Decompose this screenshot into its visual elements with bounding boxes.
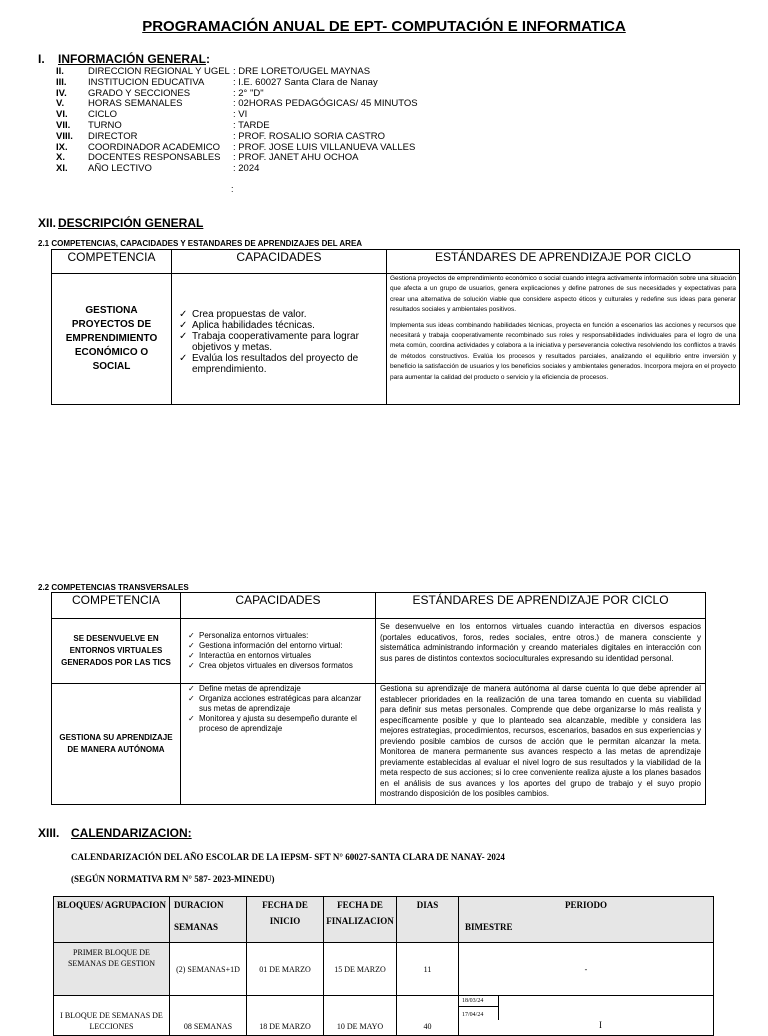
info-label: AÑO LECTIVO <box>88 163 152 175</box>
capacidad-item: ✓ Gestiona información del entorno virtual: <box>185 641 371 651</box>
header-competencia-2: COMPETENCIA <box>52 593 181 619</box>
header-bloques: BLOQUES/ AGRUPACION <box>54 897 170 943</box>
calendar-table <box>53 896 714 1036</box>
calendar-row-lecciones <box>54 996 714 1036</box>
transversal-row-2 <box>52 684 706 805</box>
cell-fin-lecciones: 10 DE MAYO <box>324 996 397 1036</box>
capacidad-item: ✓ Organiza acciones estratégicas para alcanzar sus metas de aprendizaje <box>185 694 371 714</box>
info-value: : 2024 <box>233 163 260 175</box>
info-value: : 2° "D" <box>233 87 264 99</box>
cell-inicio-gestion: 01 DE MARZO <box>247 943 324 996</box>
capacidades-list-tic <box>185 631 371 671</box>
estandar-paragraph-2: Implementa sus ideas combinando habilidades técnicas, proyecta en función a escenarios las acciones y recursos que necesitará y trabaja cooperativamente recombinado sus roles y responsabilidades individuales para el logro de una meta común, coordina actividades y colabora a la iniciativa y perseverancia colectiva resolviendo los conflictos a través de métodos constructivos. Evalúa los procesos y resultados parciales, analizando el equilibrio entre inversión y beneficio la satisfacción de usuarios y los beneficios sociales y ambientales generados. Incorpora mejora en el proyecto para aumentar la calidad del producto o servicio y la eficiencia de procesos. <box>390 321 736 381</box>
info-value: : PROF. JOSE LUIS VILLANUEVA VALLES <box>233 141 416 153</box>
header-capacidades-2: CAPACIDADES <box>181 593 376 619</box>
info-number: XI. <box>56 163 68 175</box>
date-start-2: 17/04/24 <box>459 1007 499 1020</box>
cell-bloque-lecciones: I BLOQUE DE SEMANAS DE LECCIONES <box>54 996 170 1036</box>
header-fecha-inicio: FECHA DE INICIO <box>247 897 324 943</box>
capacidades-list-autonomo <box>185 684 371 734</box>
capacidad-item: ✓ Crea objetos virtuales en diversos formatos <box>185 661 371 671</box>
estandar-text-autonomo: Gestiona su aprendizaje de manera autónoma al darse cuenta lo que debe aprender al establecer prioridades en la realización de una tarea tomando en cuenta su viabilidad para definir sus metas personales. Comprende que debe organizarse lo más realista y específicamente posible y que lo planteado sea alcanzable, medible y considera las mejores estrategias, procedimientos, recursos, escenarios, basados en sus experiencias y previendo posible cambios de cursos de acción que le permitan alcanzar la meta. Monitorea de manera permanente sus avances respecto a las metas de aprendizaje previamente establecidas al evaluar el nivel logro de sus resultados y la viabilidad de la meta respecto de sus acciones; si lo cree conveniente realiza ajuste a los planes basados en el análisis de sus avances y los aportes del grupo de trabajo y el suyo propio mostrando disposición de los posibles cambios. <box>380 684 701 798</box>
competencia-cell-autonomo: GESTIONA SU APRENDIZAJE DE MANERA AUTÓNOMA <box>52 684 181 805</box>
info-label: CICLO <box>88 109 118 121</box>
cell-duracion-lecciones: 08 SEMANAS <box>170 996 247 1036</box>
info-number: IX. <box>56 141 68 153</box>
info-label: GRADO Y SECCIONES <box>88 87 191 99</box>
info-number: II. <box>56 66 64 77</box>
cell-dias-lecciones: 40 <box>397 996 459 1036</box>
info-number: IV. <box>56 87 67 99</box>
header-estandares-2: ESTÁNDARES DE APRENDIZAJE POR CICLO <box>376 593 706 619</box>
info-label: INSTITUCION EDUCATIVA <box>88 76 205 88</box>
cell-dias-gestion: 11 <box>397 943 459 996</box>
competencia-cell: GESTIONA PROYECTOS DE EMPRENDIMIENTO ECONÓMICO O SOCIAL <box>52 274 172 405</box>
header-bimestre-label: BIMESTRE <box>465 922 513 932</box>
competencias-table <box>51 249 740 405</box>
info-label: TURNO <box>88 120 122 131</box>
capacidad-item: ✓ Evalúa los resultados del proyecto de emprendimiento. <box>176 353 382 375</box>
capacidad-item: ✓ Aplica habilidades técnicas. <box>176 320 382 331</box>
subsection-2-2-title: 2.2 COMPETENCIAS TRANSVERSALES <box>38 583 189 592</box>
info-number: X. <box>56 152 65 164</box>
date-start-1: 18/03/24 <box>459 996 499 1007</box>
cell-inicio-lecciones: 18 DE MARZO <box>247 996 324 1036</box>
info-number: VIII. <box>56 130 73 142</box>
header-dias: DIAS <box>397 897 459 943</box>
info-number: VI. <box>56 109 68 121</box>
section-13-number: XIII. <box>38 826 60 840</box>
info-number: V. <box>56 98 65 110</box>
info-label: DOCENTES RESPONSABLES <box>88 152 221 164</box>
cell-bloque-gestion: PRIMER BLOQUE DE SEMANAS DE GESTION <box>54 943 170 996</box>
capacidad-item: ✓ Interactúa en entornos virtuales <box>185 651 371 661</box>
info-label: DIRECCION REGIONAL Y UGEL <box>88 66 230 77</box>
header-estandares: ESTÁNDARES DE APRENDIZAJE POR CICLO <box>387 250 740 274</box>
header-periodo <box>459 897 714 943</box>
header-duracion-bottom: SEMANAS <box>174 922 219 932</box>
cell-periodo-roman: I <box>599 1020 602 1030</box>
subsection-2-1-title: 2.1 COMPETENCIAS, CAPACIDADES Y ESTANDARES DE APRENDIZAJES DEL AREA <box>38 239 363 248</box>
estandar-text-tic: Se desenvuelve en los entornos virtuales cuando interactúa en diversos espacios (portales educativos, foros, redes sociales, entre otros.) de manera consciente y sistemática administrando información y creando materiales digitales en interacción con sus pares de distintos contextos socioculturales expresando su identidad personal. <box>380 622 701 663</box>
calendar-subtitle: (SEGÚN NORMATIVA RM N° 587- 2023-MINEDU) <box>71 874 275 884</box>
cell-duracion-gestion: (2) SEMANAS+1D <box>170 943 247 996</box>
cell-periodo-lecciones <box>459 996 714 1036</box>
cell-periodo-gestion: - <box>459 943 714 996</box>
stray-colon: : <box>231 184 234 194</box>
header-duracion-top: DURACION <box>174 900 224 910</box>
estandar-cell-tic <box>376 619 706 684</box>
capacidad-item: ✓ Define metas de aprendizaje <box>185 684 371 694</box>
capacidad-item: ✓ Crea propuestas de valor. <box>176 309 382 320</box>
transversales-table <box>51 592 706 805</box>
transversal-row-1 <box>52 619 706 684</box>
header-fecha-fin: FECHA DE FINALIZACION <box>324 897 397 943</box>
section-1-heading-text: INFORMACIÓN GENERAL <box>58 52 206 66</box>
info-value: : PROF. JANET AHU OCHOA <box>233 152 359 164</box>
capacidades-cell-autonomo <box>181 684 376 805</box>
section-12-heading: DESCRIPCIÓN GENERAL <box>58 216 204 230</box>
estandares-cell <box>387 274 740 405</box>
calendar-row-gestion <box>54 943 714 996</box>
capacidades-list <box>176 309 382 375</box>
header-competencia: COMPETENCIA <box>52 250 172 274</box>
capacidad-item: ✓ Trabaja cooperativamente para lograr objetivos y metas. <box>176 331 382 353</box>
capacidad-item: ✓ Personaliza entornos virtuales: <box>185 631 371 641</box>
capacidades-cell-tic <box>181 619 376 684</box>
competencia-cell-tic: SE DESENVUELVE EN ENTORNOS VIRTUALES GENERADOS POR LAS TICS <box>52 619 181 684</box>
header-capacidades: CAPACIDADES <box>172 250 387 274</box>
info-label: COORDINADOR ACADEMICO <box>88 141 220 153</box>
info-value: : 02HORAS PEDAGÓGICAS/ 45 MINUTOS <box>233 98 418 110</box>
info-value: : PROF. ROSALIO SORIA CASTRO <box>233 130 386 142</box>
info-label: DIRECTOR <box>88 130 138 142</box>
estandar-paragraph-1: Gestiona proyectos de emprendimiento económico o social cuando integra activamente información sobre una situación que afecta a un grupo de usuarios, genera explicaciones y define patrones de sus necesidades y expectativas para crear una alternativa de solución viable que considere aspecto éticos y culturales y redefine sus ideas para generar resultados sociales y ambientales positivos. <box>390 275 736 314</box>
section-1-colon: : <box>206 52 210 66</box>
section-1-number: I. <box>38 52 45 66</box>
page-title: PROGRAMACIÓN ANUAL DE EPT- COMPUTACIÓN E INFORMATICA <box>142 18 626 35</box>
info-value: : DRE LORETO/UGEL MAYNAS <box>233 66 371 77</box>
section-13-heading: CALENDARIZACION: <box>71 826 192 840</box>
calendar-header-row <box>54 897 714 943</box>
header-periodo-label: PERIODO <box>564 900 607 910</box>
estandar-cell-autonomo <box>376 684 706 805</box>
capacidad-item: ✓ Monitorea y ajusta su desempeño durante el proceso de aprendizaje <box>185 714 371 734</box>
cell-fin-gestion: 15 DE MARZO <box>324 943 397 996</box>
competencias-row <box>52 274 740 405</box>
competencias-header-row <box>52 250 740 274</box>
info-label: HORAS SEMANALES <box>88 98 183 110</box>
transversales-header-row <box>52 593 706 619</box>
info-number: III. <box>56 76 67 88</box>
info-number: VII. <box>56 120 71 131</box>
section-12-number: XII. <box>38 216 57 230</box>
header-duracion <box>170 897 247 943</box>
info-value: : VI <box>233 109 248 121</box>
info-value: : TARDE <box>233 120 270 131</box>
section-1-heading <box>58 52 210 66</box>
calendar-title: CALENDARIZACIÓN DEL AÑO ESCOLAR DE LA IEPSM- SFT N° 60027-SANTA CLARA DE NANAY- 2024 <box>71 852 505 862</box>
capacidades-cell <box>172 274 387 405</box>
info-value: : I.E. 60027 Santa Clara de Nanay <box>233 76 378 88</box>
